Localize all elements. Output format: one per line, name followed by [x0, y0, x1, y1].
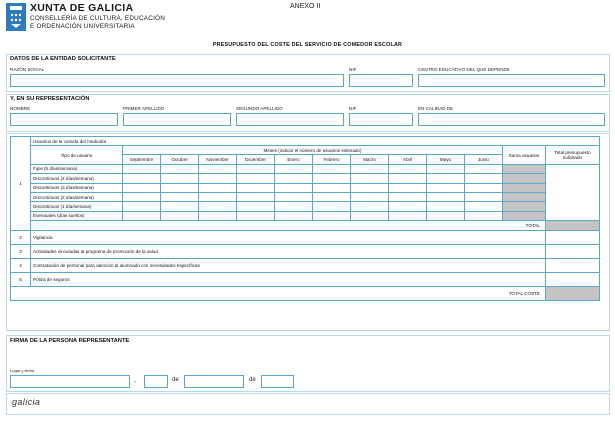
month-value-cell[interactable] [123, 183, 161, 192]
month-value-cell[interactable] [199, 211, 237, 220]
month-value-cell[interactable] [427, 192, 465, 201]
month-value-cell[interactable] [123, 174, 161, 183]
department-line-1: CONSELLERÍA DE CULTURA, EDUCACIÓN [30, 15, 166, 22]
org-name: XUNTA DE GALICIA [30, 2, 134, 14]
month-value-cell[interactable] [427, 202, 465, 211]
place-date-label: Lugar y fecha [10, 368, 35, 373]
tipo-usuario-header: Tipo de usuario [31, 146, 123, 164]
month-value-cell[interactable] [161, 183, 199, 192]
month-value-cell[interactable] [389, 192, 427, 201]
centro-field[interactable] [418, 74, 605, 87]
month-header: Enero [275, 155, 313, 164]
user-type-label: Discontinuos (3 días/semana) [31, 183, 123, 192]
budget-item-label: Póliza de seguros [31, 272, 546, 286]
month-value-cell[interactable] [313, 174, 351, 183]
month-value-cell[interactable] [427, 183, 465, 192]
month-value-cell[interactable] [161, 192, 199, 201]
signature-section-title: FIRMA DE LA PERSONA REPRESENTANTE [10, 338, 130, 344]
month-value-cell[interactable] [465, 202, 503, 211]
entity-section-title: DATOS DE LA ENTIDAD SOLICITANTE [10, 56, 116, 62]
user-type-row [11, 183, 600, 192]
total-coste-value [546, 286, 600, 300]
month-value-cell[interactable] [427, 164, 465, 173]
suma-usuarios-header: Suma usuarios [503, 146, 546, 164]
month-field[interactable] [184, 375, 244, 388]
rep-nif-field[interactable] [349, 113, 413, 126]
month-value-cell[interactable] [465, 192, 503, 201]
month-value-cell[interactable] [237, 164, 275, 173]
month-value-cell[interactable] [275, 202, 313, 211]
header-row-meses [11, 146, 600, 155]
month-value-cell[interactable] [465, 211, 503, 220]
calidad-label: EN CALIDAD DE [418, 106, 454, 111]
suma-usuarios-cell [503, 192, 546, 201]
total-coste-row [11, 286, 600, 300]
month-value-cell[interactable] [161, 202, 199, 211]
month-value-cell[interactable] [313, 183, 351, 192]
suma-usuarios-cell [503, 174, 546, 183]
month-value-cell[interactable] [351, 164, 389, 173]
footer-frame [6, 393, 610, 415]
day-field[interactable] [144, 375, 168, 388]
row-number: 1 [11, 137, 31, 231]
razon-social-field[interactable] [10, 74, 344, 87]
budget-item-row [11, 244, 600, 258]
entity-nif-label: NIF [349, 67, 357, 72]
budget-item-amount[interactable] [546, 272, 600, 286]
total-value-cell [546, 221, 600, 230]
month-value-cell[interactable] [275, 164, 313, 173]
user-type-label: Discontinuos (1 día/semana) [31, 202, 123, 211]
centro-label: CENTRO EDUCATIVO DEL QUE DEPENDE [418, 67, 510, 72]
month-value-cell[interactable] [313, 164, 351, 173]
month-value-cell[interactable] [389, 183, 427, 192]
month-value-cell[interactable] [275, 211, 313, 220]
row-number: 4 [11, 258, 31, 272]
month-value-cell[interactable] [275, 183, 313, 192]
user-type-label: Discontinuos (4 días/semana) [31, 174, 123, 183]
rep-nif-label: NIF [349, 106, 357, 111]
month-value-cell[interactable] [123, 202, 161, 211]
total-presupuesto-header: Total presupuesto solicitado [546, 146, 600, 164]
month-header: Septiembre [123, 155, 161, 164]
month-value-cell[interactable] [237, 211, 275, 220]
month-value-cell[interactable] [389, 164, 427, 173]
budget-item-label: Contratación de personal para atención al alumnado con necesidades específicas [31, 258, 546, 272]
total-row [11, 221, 600, 230]
month-value-cell[interactable] [465, 174, 503, 183]
month-value-cell[interactable] [123, 211, 161, 220]
month-value-cell[interactable] [389, 211, 427, 220]
department-line-2: E ORDENACIÓN UNIVERSITARIA [30, 23, 135, 30]
month-value-cell[interactable] [389, 202, 427, 211]
month-value-cell[interactable] [465, 164, 503, 173]
row-number: 3 [11, 244, 31, 258]
suma-usuarios-cell [503, 211, 546, 220]
usuarios-title: Usuarios de la comida del mediodía [31, 137, 600, 146]
month-value-cell[interactable] [389, 174, 427, 183]
budget-item-amount[interactable] [546, 230, 600, 244]
month-header: Diciembre [237, 155, 275, 164]
month-value-cell[interactable] [161, 174, 199, 183]
place-field[interactable] [10, 375, 130, 388]
budget-item-label: Actividades vinculadas al programa de promoción de la salud [31, 244, 546, 258]
user-type-row [11, 192, 600, 201]
primer-apellido-field[interactable] [123, 113, 231, 126]
user-type-row [11, 174, 600, 183]
document-title: PRESUPUESTO DEL COSTE DEL SERVICIO DE COMEDOR ESCOLAR [212, 42, 403, 48]
month-value-cell[interactable] [161, 211, 199, 220]
month-header: Mayo [427, 155, 465, 164]
suma-usuarios-cell [503, 164, 546, 173]
month-value-cell[interactable] [199, 192, 237, 201]
user-type-row [11, 164, 600, 173]
month-header: Noviembre [199, 155, 237, 164]
nombre-field[interactable] [10, 113, 118, 126]
comma-separator: , [134, 377, 136, 384]
de-label-1: de [172, 377, 179, 383]
nombre-label: NOMBRE [10, 106, 31, 111]
user-type-label: Eventuales (días sueltos) [31, 211, 123, 220]
month-value-cell[interactable] [237, 183, 275, 192]
user-type-row [11, 202, 600, 211]
row-number: 2 [11, 230, 31, 244]
month-value-cell[interactable] [199, 164, 237, 173]
month-value-cell[interactable] [313, 202, 351, 211]
month-value-cell[interactable] [351, 202, 389, 211]
budget-item-row [11, 272, 600, 286]
month-header: Junio [465, 155, 503, 164]
budget-item-amount[interactable] [546, 258, 600, 272]
de-label-2: de [249, 377, 256, 383]
month-header: Octubre [161, 155, 199, 164]
user-type-label: Discontinuos (2 días/semana) [31, 192, 123, 201]
month-value-cell[interactable] [313, 192, 351, 201]
month-value-cell[interactable] [351, 192, 389, 201]
suma-usuarios-cell [503, 183, 546, 192]
month-value-cell[interactable] [123, 164, 161, 173]
meses-header: Meses (indicar el número de usuarios estimado) [123, 146, 503, 155]
suma-usuarios-cell [503, 202, 546, 211]
month-value-cell[interactable] [313, 211, 351, 220]
month-header: Febrero [313, 155, 351, 164]
month-value-cell[interactable] [237, 202, 275, 211]
month-value-cell[interactable] [427, 211, 465, 220]
month-value-cell[interactable] [237, 174, 275, 183]
budget-item-label: Vigilancia [31, 230, 546, 244]
user-type-label: Fijos (5 días/semana) [31, 164, 123, 173]
total-coste-label: TOTAL COSTE [11, 286, 546, 300]
month-header: Marzo [351, 155, 389, 164]
month-value-cell[interactable] [123, 192, 161, 201]
row-number: 5 [11, 272, 31, 286]
month-value-cell[interactable] [237, 192, 275, 201]
department-name [30, 15, 165, 31]
month-value-cell[interactable] [427, 174, 465, 183]
month-value-cell[interactable] [199, 174, 237, 183]
budget-table [10, 136, 600, 301]
month-value-cell[interactable] [275, 192, 313, 201]
entity-nif-field[interactable] [349, 74, 413, 87]
segundo-apellido-field[interactable] [236, 113, 344, 126]
galicia-logo: galicia [12, 397, 41, 407]
calidad-field[interactable] [418, 113, 605, 126]
row-usuarios-title [11, 137, 600, 146]
month-header: Abril [389, 155, 427, 164]
representative-section-title: Y, EN SU REPRESENTACIÓN [10, 96, 90, 102]
primer-apellido-label: PRIMER APELLIDO [123, 106, 165, 111]
budget-item-row [11, 230, 600, 244]
month-value-cell[interactable] [351, 174, 389, 183]
year-field[interactable] [261, 375, 294, 388]
annex-label: ANEXO II [290, 3, 321, 10]
razon-social-label: RAZÓN SOCIAL [10, 67, 45, 72]
xunta-crest-logo [6, 3, 26, 31]
month-value-cell[interactable] [275, 174, 313, 183]
month-value-cell[interactable] [351, 211, 389, 220]
month-value-cell[interactable] [351, 183, 389, 192]
month-value-cell[interactable] [199, 202, 237, 211]
month-value-cell[interactable] [161, 164, 199, 173]
month-value-cell[interactable] [199, 183, 237, 192]
budget-item-amount[interactable] [546, 244, 600, 258]
total-label: TOTAL [31, 221, 546, 230]
month-value-cell[interactable] [465, 183, 503, 192]
user-type-row [11, 211, 600, 220]
budget-item-row [11, 258, 600, 272]
segundo-apellido-label: SEGUNDO APELLIDO [236, 106, 283, 111]
total-presupuesto-cell[interactable] [546, 164, 600, 220]
